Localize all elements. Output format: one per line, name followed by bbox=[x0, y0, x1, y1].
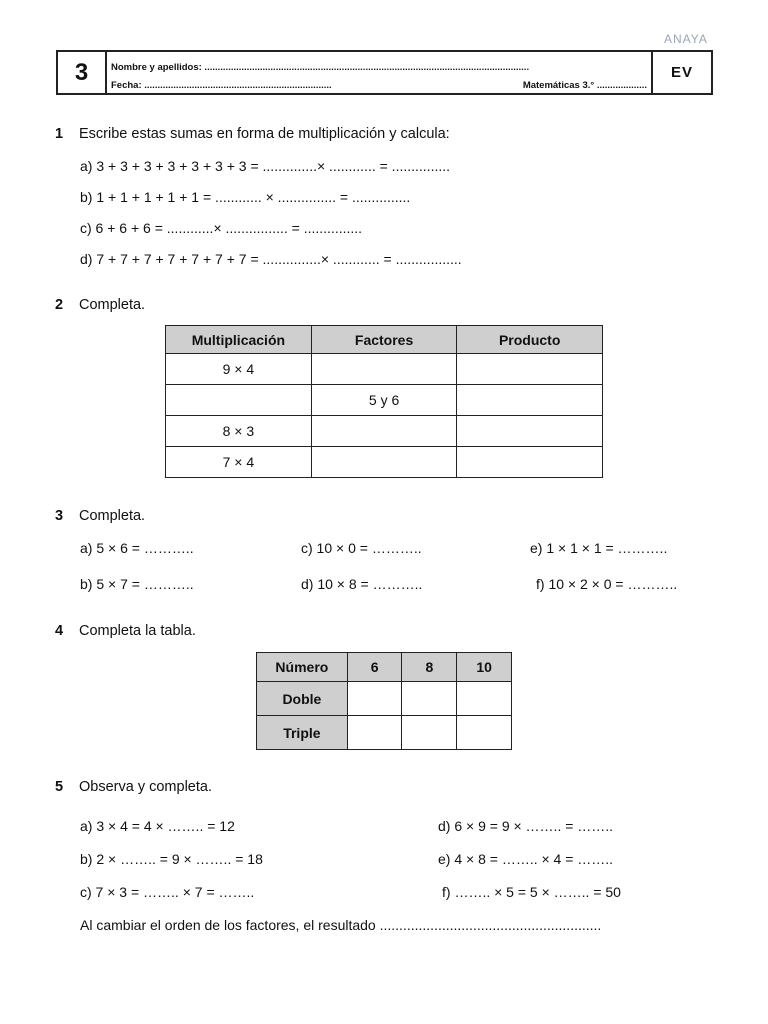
exercise-5-item[interactable]: b) 2 × …….. = 9 × …….. = 18 bbox=[80, 851, 263, 867]
column-header: 8 bbox=[402, 653, 457, 682]
exercise-1-item[interactable]: a) 3 + 3 + 3 + 3 + 3 + 3 + 3 = ..............× ............ = ............... bbox=[80, 158, 451, 174]
brand-logo: ANAYA bbox=[664, 32, 708, 46]
exercise-number: 4 bbox=[55, 623, 64, 639]
exercise-instruction: Completa. bbox=[79, 508, 146, 524]
exercise-3-item[interactable]: a) 5 × 6 = ……….. bbox=[80, 540, 194, 556]
subject-field[interactable]: Matemáticas 3.° ................... bbox=[522, 79, 647, 91]
table-cell[interactable] bbox=[457, 416, 603, 447]
exercise-3-item[interactable]: d) 10 × 8 = ……….. bbox=[301, 576, 423, 592]
table-cell[interactable]: 7 × 4 bbox=[166, 447, 312, 478]
exercise-5-item[interactable]: e) 4 × 8 = …….. × 4 = …….. bbox=[438, 851, 614, 867]
exercise-3-item[interactable]: c) 10 × 0 = ……….. bbox=[301, 540, 422, 556]
table-cell[interactable] bbox=[457, 385, 603, 416]
exercise-instruction: Escribe estas sumas en forma de multiplicación y calcula: bbox=[79, 126, 450, 142]
evaluation-code: EV bbox=[670, 64, 693, 81]
exercise-number: 2 bbox=[55, 297, 64, 313]
exercise-5-conclusion[interactable]: Al cambiar el orden de los factores, el resultado ......................................................... bbox=[80, 917, 602, 933]
date-field[interactable]: Fecha: ....................................................................... bbox=[111, 79, 332, 91]
row-header: Doble bbox=[257, 682, 348, 716]
table-row bbox=[166, 447, 603, 478]
multiplication-table bbox=[165, 325, 603, 478]
exercise-instruction: Completa la tabla. bbox=[79, 623, 196, 639]
table-cell[interactable]: 9 × 4 bbox=[166, 354, 312, 385]
exercise-number: 5 bbox=[55, 779, 64, 795]
table-cell[interactable] bbox=[166, 385, 312, 416]
exercise-2-title bbox=[55, 297, 145, 313]
exercise-1-item[interactable]: c) 6 + 6 + 6 = ............× ................ = ............... bbox=[80, 220, 363, 236]
header-box bbox=[56, 50, 713, 95]
column-header: Número bbox=[257, 653, 348, 682]
table-row bbox=[166, 385, 603, 416]
table-cell[interactable] bbox=[457, 716, 512, 750]
exercise-number: 3 bbox=[55, 508, 64, 524]
unit-number: 3 bbox=[58, 52, 107, 93]
exercise-number: 1 bbox=[55, 126, 64, 142]
exercise-1-title bbox=[55, 126, 450, 142]
table-cell[interactable] bbox=[347, 682, 402, 716]
exercise-3-item[interactable]: b) 5 × 7 = ……….. bbox=[80, 576, 194, 592]
table-row bbox=[257, 716, 512, 750]
student-info bbox=[107, 52, 653, 93]
exercise-5-item[interactable]: a) 3 × 4 = 4 × …….. = 12 bbox=[80, 818, 235, 834]
exercise-1-item[interactable]: d) 7 + 7 + 7 + 7 + 7 + 7 + 7 = ...............× ............ = ................. bbox=[80, 251, 462, 267]
exercise-5-title bbox=[55, 779, 212, 795]
table-row bbox=[166, 354, 603, 385]
double-triple-table bbox=[256, 652, 512, 750]
table-cell[interactable] bbox=[457, 447, 603, 478]
exercise-4-title bbox=[55, 623, 196, 639]
exercise-3-item[interactable]: f) 10 × 2 × 0 = ……….. bbox=[536, 576, 678, 592]
table-header-row bbox=[257, 653, 512, 682]
table-cell[interactable]: 8 × 3 bbox=[166, 416, 312, 447]
name-field[interactable]: Nombre y apellidos: ........................................................................................................................... bbox=[111, 61, 530, 73]
table-cell[interactable] bbox=[402, 682, 457, 716]
column-header: Multiplicación bbox=[166, 326, 312, 354]
table-cell[interactable] bbox=[311, 447, 457, 478]
table-cell[interactable] bbox=[311, 416, 457, 447]
table-cell[interactable] bbox=[347, 716, 402, 750]
column-header: 6 bbox=[347, 653, 402, 682]
exercise-instruction: Completa. bbox=[79, 297, 146, 313]
column-header: 10 bbox=[457, 653, 512, 682]
table-cell[interactable] bbox=[402, 716, 457, 750]
exercise-5-item[interactable]: d) 6 × 9 = 9 × …….. = …….. bbox=[438, 818, 614, 834]
row-header: Triple bbox=[257, 716, 348, 750]
table-row bbox=[257, 682, 512, 716]
table-cell[interactable] bbox=[457, 354, 603, 385]
exercise-instruction: Observa y completa. bbox=[79, 779, 212, 795]
exercise-1-item[interactable]: b) 1 + 1 + 1 + 1 + 1 = ............ × ............... = ............... bbox=[80, 189, 411, 205]
exercise-5-item[interactable]: f) …….. × 5 = 5 × …….. = 50 bbox=[442, 884, 621, 900]
exercise-3-item[interactable]: e) 1 × 1 × 1 = ……….. bbox=[530, 540, 668, 556]
exercise-3-title bbox=[55, 508, 145, 524]
exercise-5-item[interactable]: c) 7 × 3 = …….. × 7 = …….. bbox=[80, 884, 255, 900]
table-row bbox=[166, 416, 603, 447]
table-cell[interactable] bbox=[457, 682, 512, 716]
table-cell[interactable]: 5 y 6 bbox=[311, 385, 457, 416]
table-cell[interactable] bbox=[311, 354, 457, 385]
table-header-row bbox=[166, 326, 603, 354]
column-header: Factores bbox=[311, 326, 457, 354]
column-header: Producto bbox=[457, 326, 603, 354]
